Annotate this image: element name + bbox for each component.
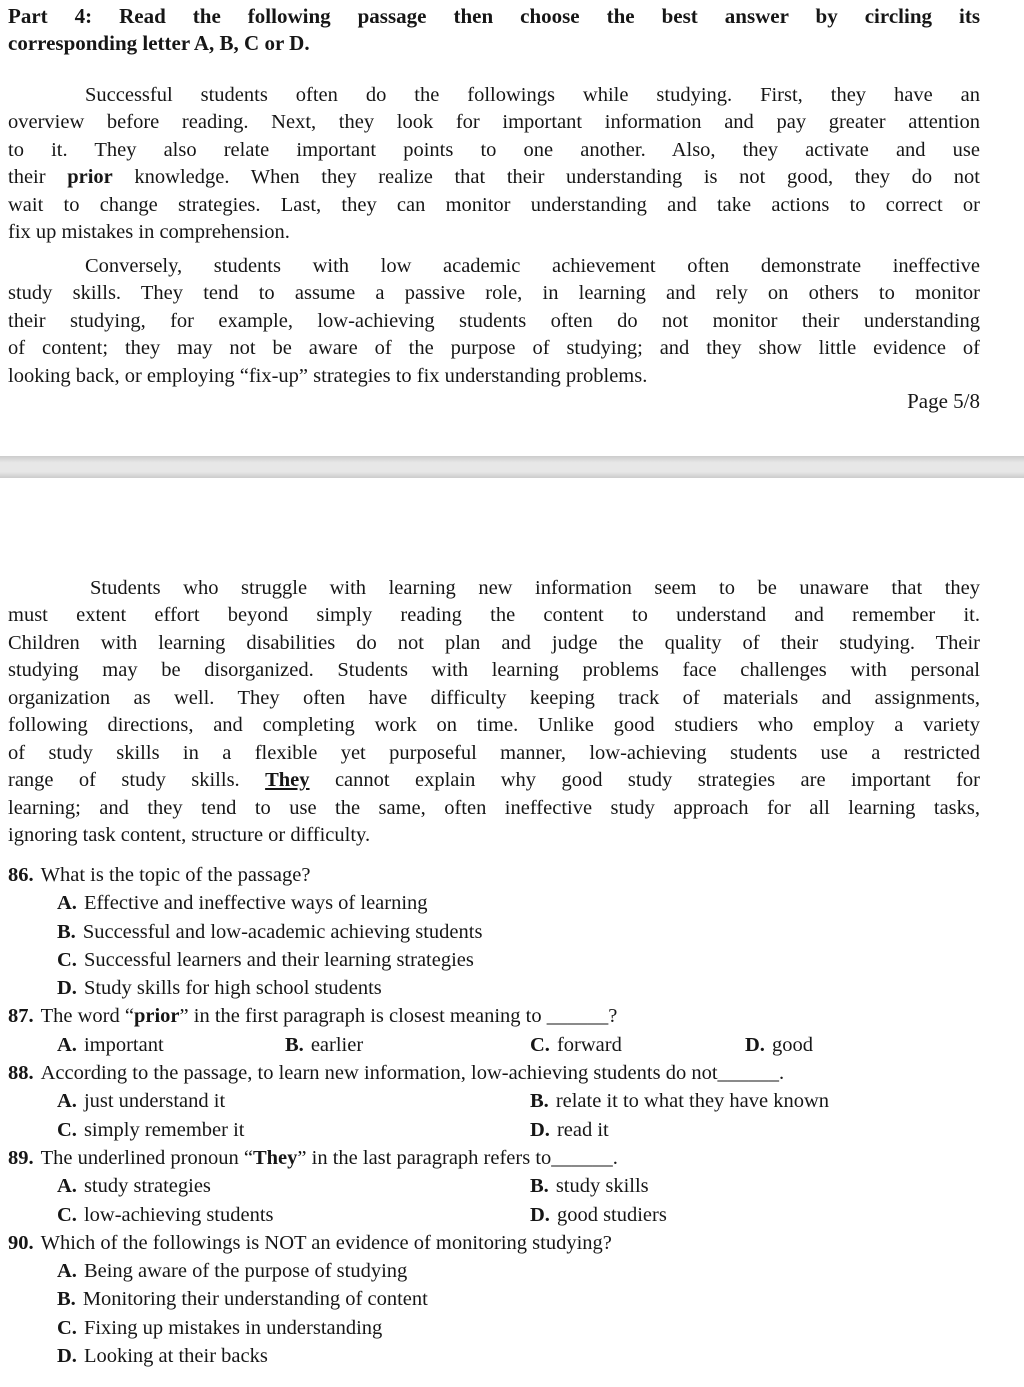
- text-segment: Part 4: Read the following passage then choose the best answer by circling its: [8, 4, 980, 28]
- answer-option: [57, 1116, 530, 1144]
- question-item: [8, 1229, 980, 1370]
- question-number: 89.: [8, 1146, 34, 1169]
- text-segment: knowledge. When they realize that their understanding is not good, they do not: [112, 166, 980, 188]
- question-prompt: [41, 1062, 785, 1084]
- text-segment: wait to change strategies. Last, they can monitor understanding and take actions to correct or: [8, 193, 980, 216]
- text-line: [8, 575, 980, 603]
- answer-option: [57, 1172, 530, 1200]
- option-text: good: [771, 1033, 813, 1056]
- option-letter: B.: [530, 1090, 549, 1113]
- text-segment: corresponding letter A, B, C or D.: [8, 31, 310, 55]
- question-number: 87.: [8, 1005, 34, 1028]
- question-item: [8, 1002, 980, 1059]
- question-number: 88.: [8, 1062, 34, 1085]
- option-text: important: [83, 1033, 164, 1056]
- emphasized-word: prior: [133, 1005, 180, 1028]
- question-prompt: [41, 1005, 618, 1027]
- answer-option: [530, 1031, 745, 1059]
- options-group: [57, 1087, 980, 1144]
- text-line: [8, 602, 980, 630]
- text-segment: Conversely, students with low academic achievement often demonstrate ineffective: [85, 254, 980, 277]
- option-letter: D.: [530, 1118, 550, 1141]
- option-text: Study skills for high school students: [83, 977, 382, 1000]
- answer-option: [530, 1201, 980, 1229]
- question-item: [8, 1144, 980, 1229]
- option-letter: C.: [57, 1203, 77, 1226]
- option-letter: C.: [57, 1118, 77, 1141]
- text-segment: range of study skills.: [8, 769, 266, 791]
- text-segment: Which of the followings is NOT an evidence of monitoring studying?: [40, 1231, 612, 1254]
- question-prompt-line: [8, 1229, 980, 1257]
- question-prompt: [41, 1232, 612, 1254]
- text-segment: their: [8, 166, 68, 188]
- option-letter: A.: [57, 1175, 77, 1198]
- question-number: 86.: [8, 864, 34, 886]
- question-prompt-line: [8, 861, 980, 889]
- option-letter: D.: [530, 1203, 550, 1226]
- option-letter: A.: [57, 1090, 77, 1113]
- option-text: study skills: [555, 1175, 649, 1198]
- text-segment: Successful students often do the followings while studying. First, they have an: [85, 83, 980, 106]
- text-segment: ” in the first paragraph is closest meaning to ______?: [179, 1005, 618, 1028]
- text-segment: The underlined pronoun “: [40, 1146, 253, 1169]
- text-segment: ignoring task content, structure or difficulty.: [8, 824, 371, 846]
- text-segment: ” in the last paragraph refers to______.: [297, 1146, 618, 1169]
- passage-paragraph-2: [8, 253, 980, 391]
- answer-option: [285, 1031, 530, 1059]
- option-letter: A.: [57, 892, 77, 915]
- answer-option: [57, 1314, 980, 1342]
- text-line: [8, 363, 980, 391]
- answer-option: [57, 889, 980, 917]
- emphasized-word: They: [265, 769, 310, 791]
- option-text: good studiers: [556, 1203, 667, 1226]
- option-text: Fixing up mistakes in understanding: [83, 1316, 383, 1339]
- text-line: [8, 253, 980, 281]
- answer-option: [530, 1087, 980, 1115]
- text-segment: study skills. They tend to assume a passive role, in learning and rely on others to monitor: [8, 282, 980, 304]
- text-segment: their studying, for example, low-achieving students often do not monitor their understanding: [8, 309, 980, 332]
- question-prompt: [41, 1147, 618, 1169]
- option-text: Monitoring their understanding of content: [82, 1288, 428, 1311]
- text-segment: learning; and they tend to use the same, often ineffective study approach for all learning tasks,: [8, 796, 980, 819]
- question-prompt-line: [8, 1059, 980, 1087]
- text-line: [8, 657, 980, 685]
- question-prompt-line: [8, 1002, 980, 1030]
- text-line: [8, 630, 980, 658]
- option-letter: B.: [530, 1175, 549, 1198]
- text-segment: Children with learning disabilities do not plan and judge the quality of their studying. Their: [8, 631, 980, 654]
- answer-option: [57, 1257, 980, 1285]
- text-line: [8, 712, 980, 740]
- part-heading: [8, 3, 980, 57]
- text-line: [8, 219, 980, 247]
- text-segment: Students who struggle with learning new information seem to be unaware that they: [90, 576, 980, 599]
- text-line: [8, 280, 980, 308]
- answer-option: [57, 1031, 285, 1059]
- option-letter: B.: [57, 920, 76, 943]
- text-segment: of content; they may not be aware of the purpose of studying; and they show little evidence of: [8, 337, 980, 359]
- option-letter: C.: [57, 1316, 77, 1339]
- answer-option: [57, 1087, 530, 1115]
- answer-option: [530, 1172, 980, 1200]
- option-text: just understand it: [83, 1090, 226, 1113]
- text-line: [8, 82, 980, 110]
- text-segment: cannot explain why good study strategies are important for: [309, 769, 980, 791]
- page-number-label: Page 5/8: [907, 389, 980, 413]
- option-text: Successful learners and their learning strategies: [83, 948, 474, 971]
- option-letter: D.: [57, 1345, 77, 1368]
- text-line: [8, 822, 980, 850]
- text-segment: following directions, and completing work on time. Unlike good studiers who employ a variety: [8, 714, 980, 736]
- text-segment: to it. They also relate important points to one another. Also, they activate and use: [8, 138, 980, 161]
- option-letter: A.: [57, 1260, 77, 1283]
- text-line: [8, 308, 980, 336]
- answer-option: [57, 1201, 530, 1229]
- text-line: [8, 767, 980, 795]
- questions-section: [8, 861, 980, 1370]
- question-prompt: [41, 864, 311, 886]
- text-segment: studying may be disorganized. Students with learning problems face challenges with personal: [8, 659, 980, 681]
- question-prompt-line: [8, 1144, 980, 1172]
- emphasized-word: They: [252, 1146, 298, 1169]
- option-letter: A.: [57, 1033, 77, 1056]
- passage-paragraph-3: [8, 575, 980, 850]
- options-group: [57, 1257, 980, 1370]
- answer-option: [57, 946, 980, 974]
- text-line: [8, 137, 980, 165]
- option-text: read it: [556, 1118, 609, 1141]
- option-letter: C.: [57, 948, 77, 971]
- text-line: [8, 795, 980, 823]
- answer-option: [57, 918, 980, 946]
- answer-option: [745, 1031, 980, 1059]
- text-line: [8, 192, 980, 220]
- option-text: Being aware of the purpose of studying: [83, 1260, 408, 1283]
- option-letter: C.: [530, 1033, 550, 1056]
- text-line: [8, 685, 980, 713]
- text-segment: What is the topic of the passage?: [40, 864, 311, 886]
- options-group: [57, 1172, 980, 1229]
- text-line: [8, 109, 980, 137]
- text-segment: of study skills in a flexible yet purposeful manner, low-achieving students use a restricted: [8, 741, 980, 764]
- option-text: study strategies: [83, 1175, 211, 1198]
- text-segment: According to the passage, to learn new information, low-achieving students do not______.: [40, 1062, 785, 1085]
- option-letter: B.: [57, 1288, 76, 1311]
- answer-option: [57, 1342, 980, 1370]
- text-line: [8, 30, 980, 57]
- text-line: [8, 740, 980, 768]
- text-segment: must extent effort beyond simply reading the content to understand and remember it.: [8, 604, 980, 626]
- text-segment: fix up mistakes in comprehension.: [8, 221, 290, 243]
- text-line: [8, 164, 980, 192]
- question-number: 90.: [8, 1231, 34, 1254]
- option-text: relate it to what they have known: [555, 1090, 830, 1113]
- option-text: Looking at their backs: [83, 1345, 268, 1368]
- text-segment: organization as well. They often have difficulty keeping track of materials and assignments,: [8, 686, 980, 709]
- options-group: [57, 1031, 980, 1059]
- option-text: Effective and ineffective ways of learning: [83, 892, 428, 915]
- options-group: [57, 889, 980, 1002]
- text-segment: looking back, or employing “fix-up” strategies to fix understanding problems.: [8, 364, 648, 387]
- text-line: [8, 3, 980, 30]
- option-text: earlier: [310, 1033, 364, 1056]
- answer-option: [530, 1116, 980, 1144]
- text-segment: The word “: [40, 1005, 134, 1028]
- answer-option: [57, 1285, 980, 1313]
- option-text: simply remember it: [83, 1118, 245, 1141]
- page-break-divider: [0, 456, 1024, 478]
- option-text: low-achieving students: [83, 1203, 274, 1226]
- option-letter: B.: [285, 1033, 304, 1056]
- option-letter: D.: [57, 977, 77, 1000]
- option-text: Successful and low-academic achieving students: [82, 920, 483, 943]
- passage-paragraph-1: [8, 82, 980, 247]
- question-item: [8, 1059, 980, 1144]
- option-text: forward: [556, 1033, 622, 1056]
- text-segment: overview before reading. Next, they look for important information and pay greater attention: [8, 111, 980, 133]
- answer-option: [57, 974, 980, 1002]
- text-line: [8, 335, 980, 363]
- question-item: [8, 861, 980, 1002]
- emphasized-word: prior: [67, 166, 113, 188]
- option-letter: D.: [745, 1033, 765, 1056]
